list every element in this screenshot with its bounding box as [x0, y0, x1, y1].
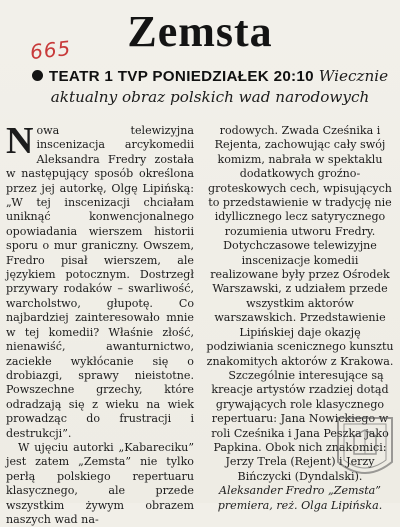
broadcast-info: TEATR 1 TVP PONIEDZIAŁEK 20:10	[48, 68, 314, 85]
production-credits: Aleksander Fredro „Zemsta” premiera, reż. Olga Lipińska.	[217, 484, 383, 512]
paragraph: Szczególnie interesujące są kreacje artystów rzadziej dotąd grywających role klasycznego repertuaru: Jana Nowickiego w roli Cześnika i Jana Peszka jako Papkina. Obok nich znakomici: Jerzy Trela (Rejent) i Jerzy Bińczycki (Dyndalski).	[211, 368, 389, 483]
paragraph	[6, 120, 194, 441]
library-stamp-icon	[334, 414, 396, 486]
article-headline: Zemsta	[127, 7, 273, 56]
article-rubric	[30, 66, 390, 107]
paragraph: W ujęciu autorki „Kabareciku” jest zatem „Zemsta” nie tylko perłą polskiego repertuaru klasycznego, ale przede wszystkim żywym obrazem naszych wad na-	[6, 440, 194, 526]
bullet-icon	[32, 70, 43, 81]
handwritten-number: 665	[28, 35, 73, 65]
left-column	[6, 120, 194, 527]
paragraph: rodowych. Zwada Cześnika i Rejenta, zachowując cały swój komizm, nabrała w spektaklu dodatkowych groźno-groteskowych cech, wpisujących to przedstawienie w tradycję nie idyllicznego lecz satyrycznego rozumienia utworu Fredry. Dotychczasowe telewizyjne inscenizacje komedii realizowane były przez Ośrodek Warszawski, z udziałem przede wszystkim aktorów warszawskich. Przedstawienie Lipińskiej daje okazję podziwiania scenicznego kunsztu znakomitych aktorów z Krakowa.	[206, 124, 394, 368]
article-lead: Wiecznie aktualny obraz polskich wad narodowych	[50, 67, 389, 106]
paragraph-text: owa telewizyjna inscenizacja arcykomedii Aleksandra Fredry została w następujący sposób określona przez jej autorkę, Olgę Lipińską: „W tej inscenizacji chciałam uniknąć konwencjonalnego opowiadania wierszem historii sporu o mur graniczny. Owszem, Fredro pisał wierszem, ale językiem potocznym. Dostrzegł przywary rodaków – swarliwość, warcholstwo, głupotę. Co najbardziej zainteresowało mnie w tej komedii? Właśnie złość, nienawiść, awanturnictwo, zaciekłe wykłócanie się o drobiazgi, sprawy nieistotne. Powszechne grzechy, które odradzają się z wieku na wiek prowadząc do frustracji i destrukcji”.	[6, 124, 194, 440]
drop-cap: N	[6, 120, 34, 162]
